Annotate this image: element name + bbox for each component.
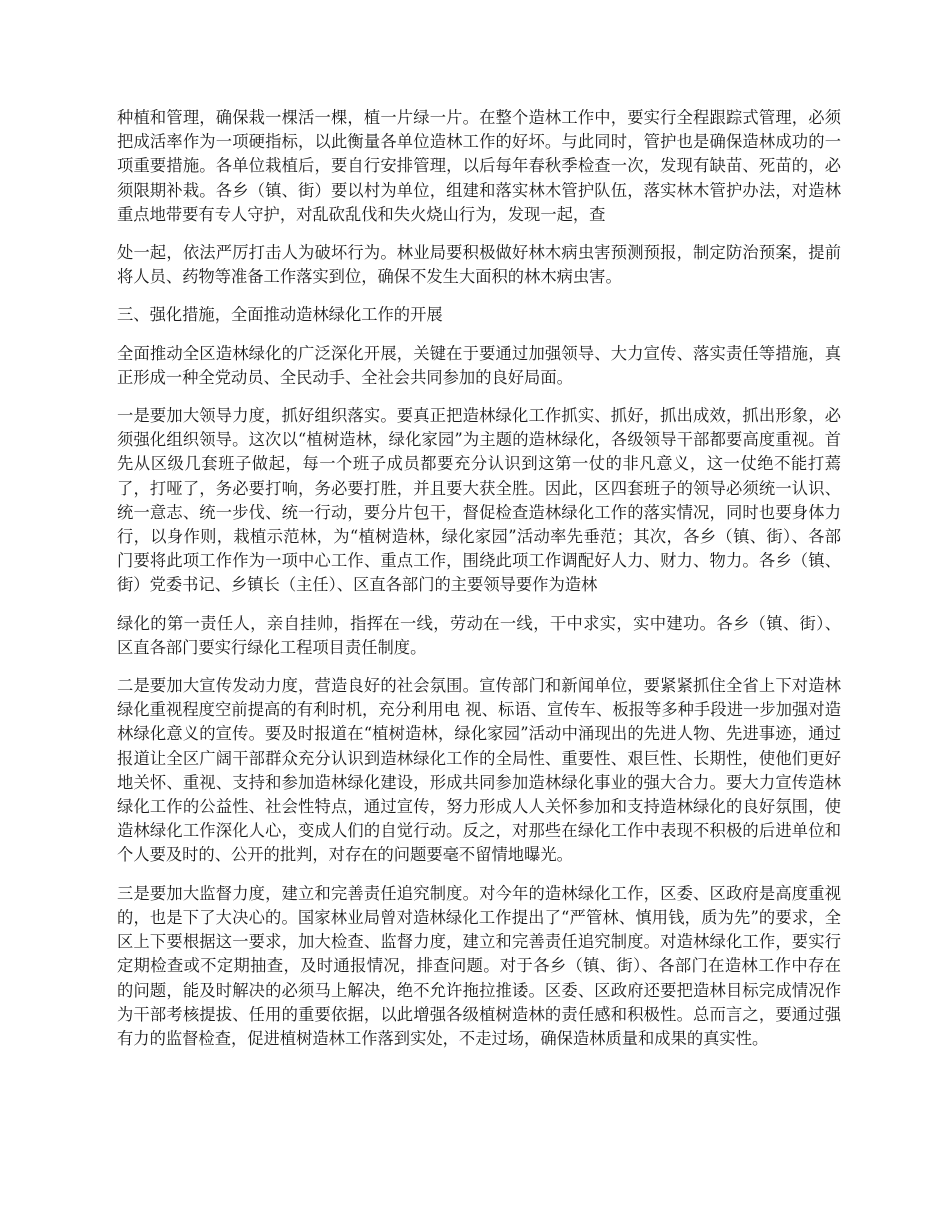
- paragraph-enforcement: 处一起，依法严厉打击人为破坏行为。林业局要积极做好林木病虫害预测预报，制定防治预案，提前将人员、药物等准备工作落实到位，确保不发生大面积的林木病虫害。: [117, 243, 841, 287]
- paragraph-publicity: 二是要加大宣传发动力度，营造良好的社会氛围。宣传部门和新闻单位，要紧紧抓住全省上下对造林绿化重视程度空前提高的有利时机，充分利用电 视、标语、宣传车、板报等多种手段进一步加强对造林绿化意义的宣传。要及时报道在“植树造林，绿化家园”活动中涌现出的先进人物、先进事迹，通过报道让全区广阔干部群众充分认识到造林绿化工作的全局性、重要性、艰巨性、长期性，使他们更好地关怀、重视、支持和参加造林绿化建设，形成共同参加造林绿化事业的强大合力。要大力宣传造林绿化工作的公益性、社会性特点，通过宣传，努力形成人人关怀参加和支持造林绿化的良好氛围，使造林绿化工作深化人心，变成人们的自觉行动。反之，对那些在绿化工作中表现不积极的后进单位和个人要及时的、公开的批判，对存在的问题要毫不留情地曝光。: [117, 676, 841, 865]
- document-page: [117, 106, 841, 1065]
- paragraph-responsibility: 绿化的第一责任人，亲自挂帅，指挥在一线，劳动在一线，干中求实，实中建功。各乡（镇、街）、区直各部门要实行绿化工程项目责任制度。: [117, 613, 841, 657]
- section-heading-3: 三、强化措施，全面推动造林绿化工作的开展: [117, 305, 443, 325]
- paragraph-leadership: 一是要加大领导力度，抓好组织落实。要真正把造林绿化工作抓实、抓好，抓出成效，抓出形象，必须强化组织领导。这次以“植树造林，绿化家园”为主题的造林绿化，各级领导干部都要高度重视。首先从区级几套班子做起，每一个班子成员都要充分认识到这第一仗的非凡意义，这一仗绝不能打蔫了，打哑了，务必要打响，务必要打胜，并且要大获全胜。因此，区四套班子的领导必须统一认识、统一意志、统一步伐、统一行动，要分片包干，督促检查造林绿化工作的落实情况，同时也要身体力行，以身作则，栽植示范林，为“植树造林，绿化家园”活动率先垂范；其次，各乡（镇、街）、各部门要将此项工作作为一项中心工作、重点工作，围绕此项工作调配好人力、财力、物力。各乡（镇、街）党委书记、乡镇长（主任）、区直各部门的主要领导要作为造林: [117, 406, 841, 595]
- paragraph-management: 种植和管理，确保栽一棵活一棵，植一片绿一片。在整个造林工作中，要实行全程跟踪式管理，必须把成活率作为一项硬指标，以此衡量各单位造林工作的好坏。与此同时，管护也是确保造林成功的一项重要措施。各单位栽植后，要自行安排管理，以后每年春秋季检查一次，发现有缺苗、死苗的，必须限期补栽。各乡（镇、街）要以村为单位，组建和落实林木管护队伍，落实林木管护办法，对造林重点地带要有专人守护，对乱砍乱伐和失火烧山行为，发现一起，查: [117, 108, 841, 224]
- paragraph-supervision: 三是要加大监督力度，建立和完善责任追究制度。对今年的造林绿化工作，区委、区政府是高度重视的，也是下了大决心的。国家林业局曾对造林绿化工作提出了“严管林、慎用钱，质为先”的要求，全区上下要根据这一要求，加大检查、监督力度，建立和完善责任追究制度。对造林绿化工作，要实行定期检查或不定期抽查，及时通报情况，排查问题。对于各乡（镇、街）、各部门在造林工作中存在的问题，能及时解决的必须马上解决，绝不允许拖拉推诿。区委、区政府还要把造林目标完成情况作为干部考核提拔、任用的重要依据，以此增强各级植树造林的责任感和积极性。总而言之，要通过强有力的监督检查，促进植树造林工作落到实处，不走过场，确保造林质量和成果的真实性。: [117, 883, 841, 1048]
- paragraph-overview: 全面推动全区造林绿化的广泛深化开展，关键在于要通过加强领导、大力宣传、落实责任等措施，真正形成一种全党动员、全民动手、全社会共同参加的良好局面。: [117, 343, 841, 387]
